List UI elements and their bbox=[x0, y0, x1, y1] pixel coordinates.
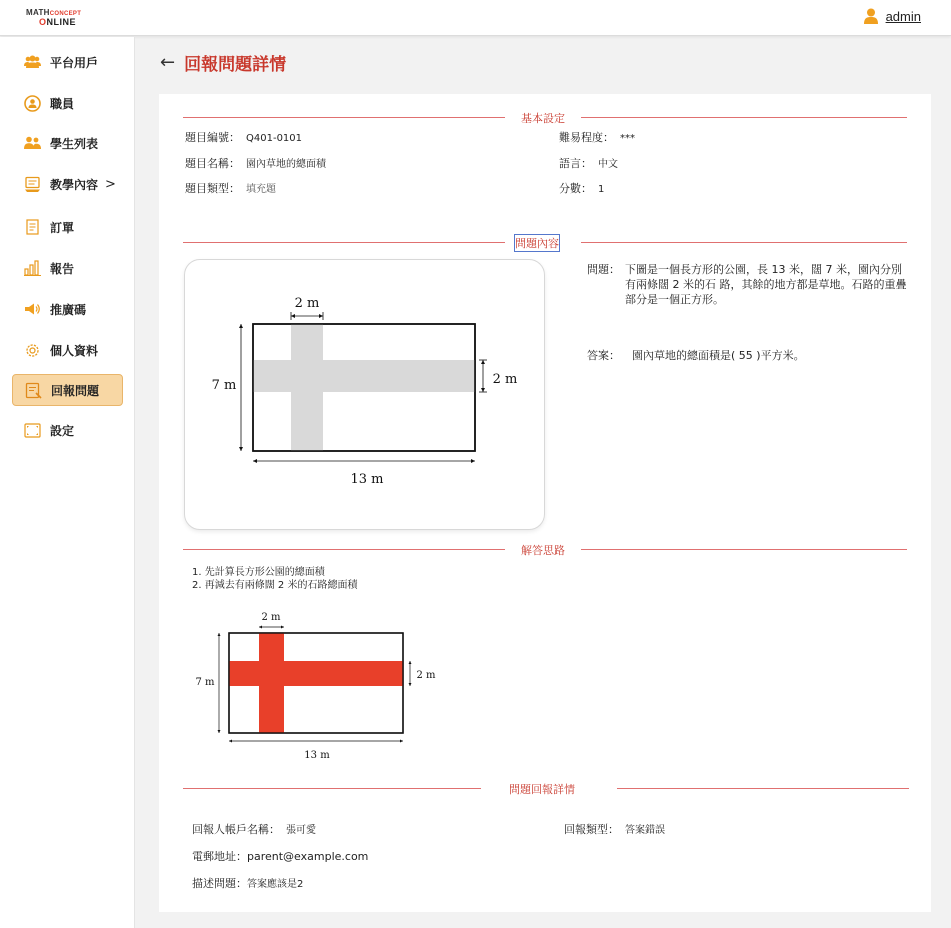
sidebar-item-promo-code[interactable] bbox=[12, 293, 123, 325]
solution-length-label: 13 m bbox=[304, 750, 330, 761]
question-type-label: 題目類型： bbox=[185, 182, 240, 195]
email-value: parent@example.com bbox=[247, 850, 369, 863]
description-value: 答案應該是2 bbox=[247, 879, 304, 890]
score-value: 1 bbox=[598, 184, 605, 195]
solution-step-1: 1. 先計算長方形公園的總面積 bbox=[192, 567, 325, 578]
sidebar-item-label: 個人資料 bbox=[50, 343, 99, 358]
sidebar-item-report-issues[interactable] bbox=[12, 374, 123, 406]
email-label: 電郵地址： bbox=[192, 850, 247, 863]
users-icon bbox=[24, 54, 41, 71]
question-type-value: 填充題 bbox=[246, 184, 276, 195]
question-diagram-box bbox=[184, 259, 545, 530]
students-icon bbox=[24, 135, 41, 152]
app-logo[interactable] bbox=[26, 8, 98, 30]
sidebar-item-label: 設定 bbox=[50, 423, 75, 438]
sidebar-item-profile[interactable] bbox=[12, 334, 123, 366]
report-type-field bbox=[564, 821, 665, 837]
description-field bbox=[192, 875, 303, 891]
section-header-basic bbox=[183, 110, 907, 124]
sidebar-item-label: 職員 bbox=[50, 96, 75, 111]
sidebar-item-teaching-content[interactable] bbox=[12, 168, 123, 200]
section-header-solution bbox=[183, 542, 907, 556]
user-name-link[interactable]: admin bbox=[885, 8, 921, 24]
description-label: 描述問題： bbox=[192, 877, 247, 890]
teaching-content-icon bbox=[24, 176, 41, 193]
section-header-question bbox=[183, 235, 907, 249]
sidebar-item-label: 訂單 bbox=[50, 220, 75, 235]
road-width-label: 2 m bbox=[492, 372, 518, 387]
sidebar-item-label: 推廣碼 bbox=[50, 302, 87, 317]
settings-icon bbox=[24, 422, 41, 439]
section-title-question: 問題內容 bbox=[515, 237, 559, 250]
sidebar-item-label: 教學內容 bbox=[50, 177, 99, 192]
question-id-value: Q401-0101 bbox=[246, 133, 303, 144]
sidebar-item-settings[interactable] bbox=[12, 414, 123, 446]
user-icon bbox=[864, 8, 878, 24]
question-label: 問題： bbox=[587, 263, 620, 276]
score-field bbox=[559, 180, 604, 196]
logo-text-o: O bbox=[39, 17, 47, 27]
question-id-field bbox=[185, 129, 302, 145]
sidebar-item-label: 平台用戶 bbox=[50, 55, 99, 70]
megaphone-icon bbox=[24, 301, 41, 318]
page-title: 回報問題詳情 bbox=[184, 55, 287, 75]
score-label: 分數： bbox=[559, 182, 592, 195]
difficulty-value: *** bbox=[620, 133, 635, 144]
question-id-label: 題目編號： bbox=[185, 131, 240, 144]
report-type-label: 回報類型： bbox=[564, 823, 619, 836]
sidebar-item-orders[interactable] bbox=[12, 211, 123, 243]
sidebar-item-platform-users[interactable] bbox=[12, 46, 123, 78]
sidebar-item-label: 學生列表 bbox=[50, 136, 99, 151]
gear-icon bbox=[24, 342, 41, 359]
page-header bbox=[160, 50, 286, 75]
sidebar-item-label: 報告 bbox=[50, 261, 75, 276]
question-diagram bbox=[185, 260, 546, 531]
answer-text: 園內草地的總面積是( 55 )平方米。 bbox=[632, 349, 805, 362]
logo-text-concept: CONCEPT bbox=[49, 11, 82, 17]
logo-text-math: MATH bbox=[26, 8, 50, 17]
top-width-label: 2 m bbox=[294, 296, 320, 311]
question-name-field bbox=[185, 155, 326, 171]
sidebar-item-staff[interactable] bbox=[12, 87, 123, 119]
difficulty-field bbox=[559, 129, 635, 145]
detail-card bbox=[159, 94, 931, 912]
order-icon bbox=[24, 219, 41, 236]
question-name-label: 題目名稱： bbox=[185, 157, 240, 170]
solution-top-width-label: 2 m bbox=[261, 612, 281, 623]
section-title-solution: 解答思路 bbox=[521, 544, 565, 557]
solution-steps bbox=[192, 566, 357, 592]
sidebar bbox=[0, 37, 135, 928]
language-label: 語言： bbox=[559, 157, 592, 170]
height-label: 7 m bbox=[211, 378, 237, 393]
sidebar-item-students[interactable] bbox=[12, 127, 123, 159]
section-title-report: 問題回報詳情 bbox=[509, 783, 575, 796]
solution-horizontal-road bbox=[229, 661, 403, 686]
staff-badge-icon bbox=[24, 95, 41, 112]
solution-diagram bbox=[189, 606, 449, 766]
report-type-value: 答案錯誤 bbox=[625, 825, 665, 836]
question-text: 下圖是一個長方形的公園，長 13 米，闊 7 米，園內分別有兩條闊 2 米的石 路，其餘的地方都是草地。石路的重疊部分是一個正方形。 bbox=[625, 263, 907, 306]
horizontal-road bbox=[253, 360, 475, 392]
sidebar-item-label: 回報問題 bbox=[51, 383, 100, 398]
logo-text-nline: NLINE bbox=[46, 17, 77, 27]
solution-road-width-label: 2 m bbox=[416, 670, 436, 681]
answer-label: 答案： bbox=[587, 349, 620, 362]
email-field bbox=[192, 848, 368, 864]
reporter-field bbox=[192, 821, 316, 837]
report-chart-icon bbox=[24, 260, 41, 277]
solution-height-label: 7 m bbox=[195, 677, 215, 688]
reporter-label: 回報人帳戶名稱： bbox=[192, 823, 280, 836]
sidebar-item-reports[interactable] bbox=[12, 252, 123, 284]
length-label: 13 m bbox=[350, 472, 384, 487]
user-menu[interactable] bbox=[864, 8, 921, 24]
section-title-basic: 基本設定 bbox=[521, 112, 565, 125]
question-name-value: 園內草地的總面積 bbox=[246, 159, 326, 170]
language-field bbox=[559, 155, 618, 171]
question-type-field bbox=[185, 180, 276, 196]
section-header-report bbox=[183, 781, 909, 795]
question-text-block bbox=[587, 262, 907, 307]
language-value: 中文 bbox=[598, 159, 618, 170]
solution-step-2: 2. 再減去有兩條闊 2 米的石路總面積 bbox=[192, 580, 358, 591]
answer-field bbox=[587, 347, 805, 363]
chevron-right-icon: > bbox=[105, 176, 116, 192]
difficulty-label: 難易程度： bbox=[559, 131, 614, 144]
report-issue-icon bbox=[25, 382, 42, 399]
back-arrow-icon[interactable]: ← bbox=[160, 52, 176, 73]
top-bar bbox=[0, 0, 951, 36]
reporter-value: 張可愛 bbox=[286, 825, 316, 836]
